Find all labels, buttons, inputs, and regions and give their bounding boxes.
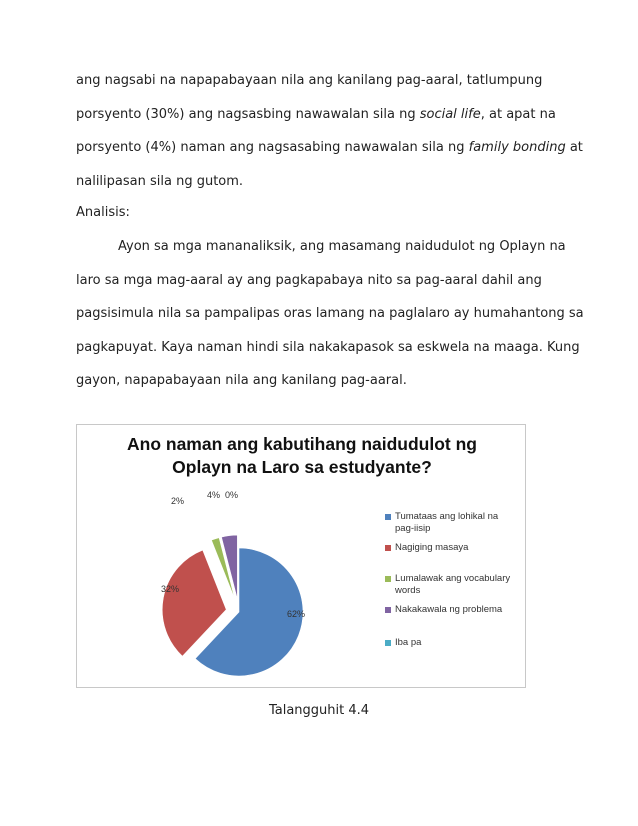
pie-data-label-4: 4% — [207, 490, 221, 500]
pie-chart-frame — [76, 424, 526, 688]
paragraph-2-line-2: laro sa mga mag-aaral ay ang pagkapabaya nito sa pag-aaral dahil ang — [76, 272, 542, 288]
paragraph-1-line-4: nalilipasan sila ng gutom. — [76, 173, 244, 189]
pie-data-label-1: 62% — [287, 609, 306, 619]
legend-swatch-1 — [385, 514, 391, 520]
pie-chart — [77, 425, 527, 689]
legend-label-4: Nakakawala ng problema — [395, 604, 503, 615]
legend-label-3: Lumalawak ang vocabulary words — [395, 573, 511, 596]
paragraph-2 — [76, 230, 584, 398]
paragraph-1-line-1: ang nagsabi na napapabayaan nila ang kanilang pag-aaral, tatlumpung — [76, 73, 543, 88]
pie-data-label-2: 32% — [161, 584, 180, 594]
legend-item-4 — [385, 604, 519, 616]
social-life-italic: social life — [419, 106, 481, 122]
legend-label-5: Iba pa — [395, 637, 422, 648]
chart-title-line-2: Oplayn na Laro sa estudyante? — [172, 457, 432, 477]
pie-data-label-3: 2% — [171, 496, 185, 506]
legend-swatch-5 — [385, 640, 391, 646]
legend-swatch-4 — [385, 607, 391, 613]
paragraph-2-line-1: Ayon sa mga mananaliksik, ang masamang naidudulot ng Oplayn na — [118, 239, 566, 254]
line-2-tail: , at apat na — [480, 106, 556, 122]
line-2-text: porsyento (30%) ang nagsasbing nawawalan sila ng — [76, 106, 420, 122]
legend-label-2: Nagiging masaya — [395, 542, 469, 553]
paragraph-1-line-2 — [76, 98, 566, 132]
figure-caption: Talangguhit 4.4 — [268, 703, 370, 718]
paragraph-1 — [76, 64, 583, 198]
paragraph-2-line-4: pagkapuyat. Kaya naman hindi sila nakakapasok sa eskwela na maaga. Kung — [76, 339, 580, 355]
family-bonding-italic: family bonding — [468, 140, 566, 155]
section-heading: Analisis: — [76, 205, 130, 220]
legend-swatch-2 — [385, 545, 391, 551]
paragraph-2-line-5: gayon, napapabayaan nila ang kanilang pag-aaral. — [76, 373, 407, 388]
legend-label-1: Tumataas ang lohikal na pag-iisip — [395, 511, 499, 534]
pie-data-label-5: 0% — [225, 490, 239, 500]
line-3-tail: at — [565, 140, 583, 155]
line-3-text: porsyento (4%) naman ang nagsasabing nawawalan sila ng — [76, 140, 469, 155]
legend-item-2 — [385, 542, 519, 554]
legend-item-3 — [385, 573, 519, 597]
paragraph-1-line-3 — [76, 131, 583, 165]
legend-swatch-3 — [385, 576, 391, 582]
paragraph-2-line-3: pagsisimula nila sa pampalipas oras lamang na paglalaro ay humahantong sa — [76, 306, 584, 321]
legend-item-1 — [385, 511, 519, 535]
chart-title-line-1: Ano naman ang kabutihang naidudulot ng — [127, 434, 477, 454]
legend-item-5 — [385, 637, 519, 649]
